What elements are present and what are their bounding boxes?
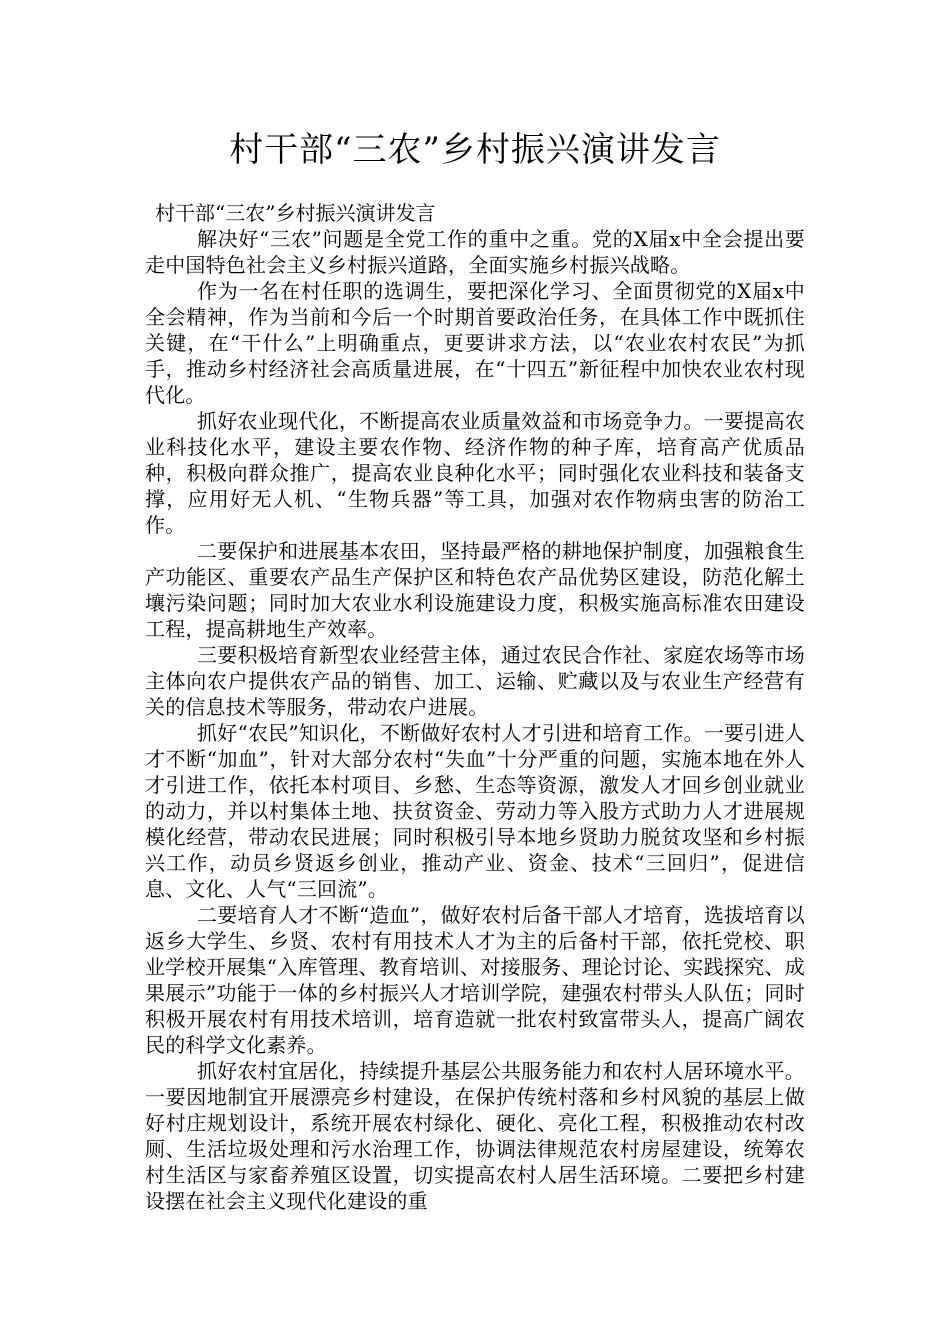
document-title: 村干部“三农”乡村振兴演讲发言	[229, 130, 721, 170]
document-body	[145, 200, 805, 1214]
paragraph-1: 解决好“三农”问题是全党工作的重中之重。党的X届x中全会提出要走中国特色社会主义乡村振兴道路，全面实施乡村振兴战略。	[145, 227, 805, 277]
paragraph-8: 抓好农村宜居化，持续提升基层公共服务能力和农村人居环境水平。一要因地制宜开展漂亮乡村建设，在保护传统村落和乡村风貌的基层上做好村庄规划设计，系统开展农村绿化、硬化、亮化工程，积极推动农村改厕、生活垃圾处理和污水治理工作，协调法律规范农村房屋建设，统筹农村生活区与家畜养殖区设置，切实提高农村人居生活环境。二要把乡村建设摆在社会主义现代化建设的重	[145, 1059, 805, 1213]
paragraph-2: 作为一名在村任职的选调生，要把深化学习、全面贯彻党的X届x中全会精神，作为当前和今后一个时期首要政治任务，在具体工作中既抓住关键，在“干什么”上明确重点，更要讲求方法，以“农业农村农民”为抓手，推动乡村经济社会高质量进展，在“十四五”新征程中加快农业农村现代化。	[145, 279, 805, 407]
paragraph-5: 三要积极培育新型农业经营主体，通过农民合作社、家庭农场等市场主体向农户提供农产品的销售、加工、运输、贮藏以及与农业生产经营有关的信息技术等服务，带动农户进展。	[145, 643, 805, 719]
paragraph-7: 二要培育人才不断“造血”，做好农村后备干部人才培育，选拔培育以返乡大学生、乡贤、农村有用技术人才为主的后备村干部，依托党校、职业学校开展集“入库管理、教育培训、对接服务、理论讨论、实践探究、成果展示”功能于一体的乡村振兴人才培训学院，建强农村带头人队伍；同时积极开展农村有用技术培训，培育造就一批农村致富带头人，提高广阔农民的科学文化素养。	[145, 903, 805, 1057]
paragraph-6: 抓好“农民”知识化，不断做好农村人才引进和培育工作。一要引进人才不断“加血”，针对大部分农村“失血”十分严重的问题，实施本地在外人才引进工作，依托本村项目、乡愁、生态等资源，激发人才回乡创业就业的动力，并以村集体土地、扶贫资金、劳动力等入股方式助力人才进展规模化经营，带动农民进展；同时积极引导本地乡贤助力脱贫攻坚和乡村振兴工作，动员乡贤返乡创业，推动产业、资金、技术“三回归”，促进信息、文化、人气“三回流”。	[145, 721, 805, 901]
paragraph-4: 二要保护和进展基本农田，坚持最严格的耕地保护制度，加强粮食生产功能区、重要农产品生产保护区和特色农产品优势区建设，防范化解土壤污染问题；同时加大农业水利设施建设力度，积极实施高标准农田建设工程，提高耕地生产效率。	[145, 539, 805, 641]
document-subtitle: 村干部“三农”乡村振兴演讲发言	[155, 201, 436, 225]
paragraph-3: 抓好农业现代化，不断提高农业质量效益和市场竞争力。一要提高农业科技化水平，建设主要农作物、经济作物的种子库，培育高产优质品种，积极向群众推广，提高农业良种化水平；同时强化农业科技和装备支撑，应用好无人机、“生物兵器”等工具，加强对农作物病虫害的防治工作。	[145, 409, 805, 537]
